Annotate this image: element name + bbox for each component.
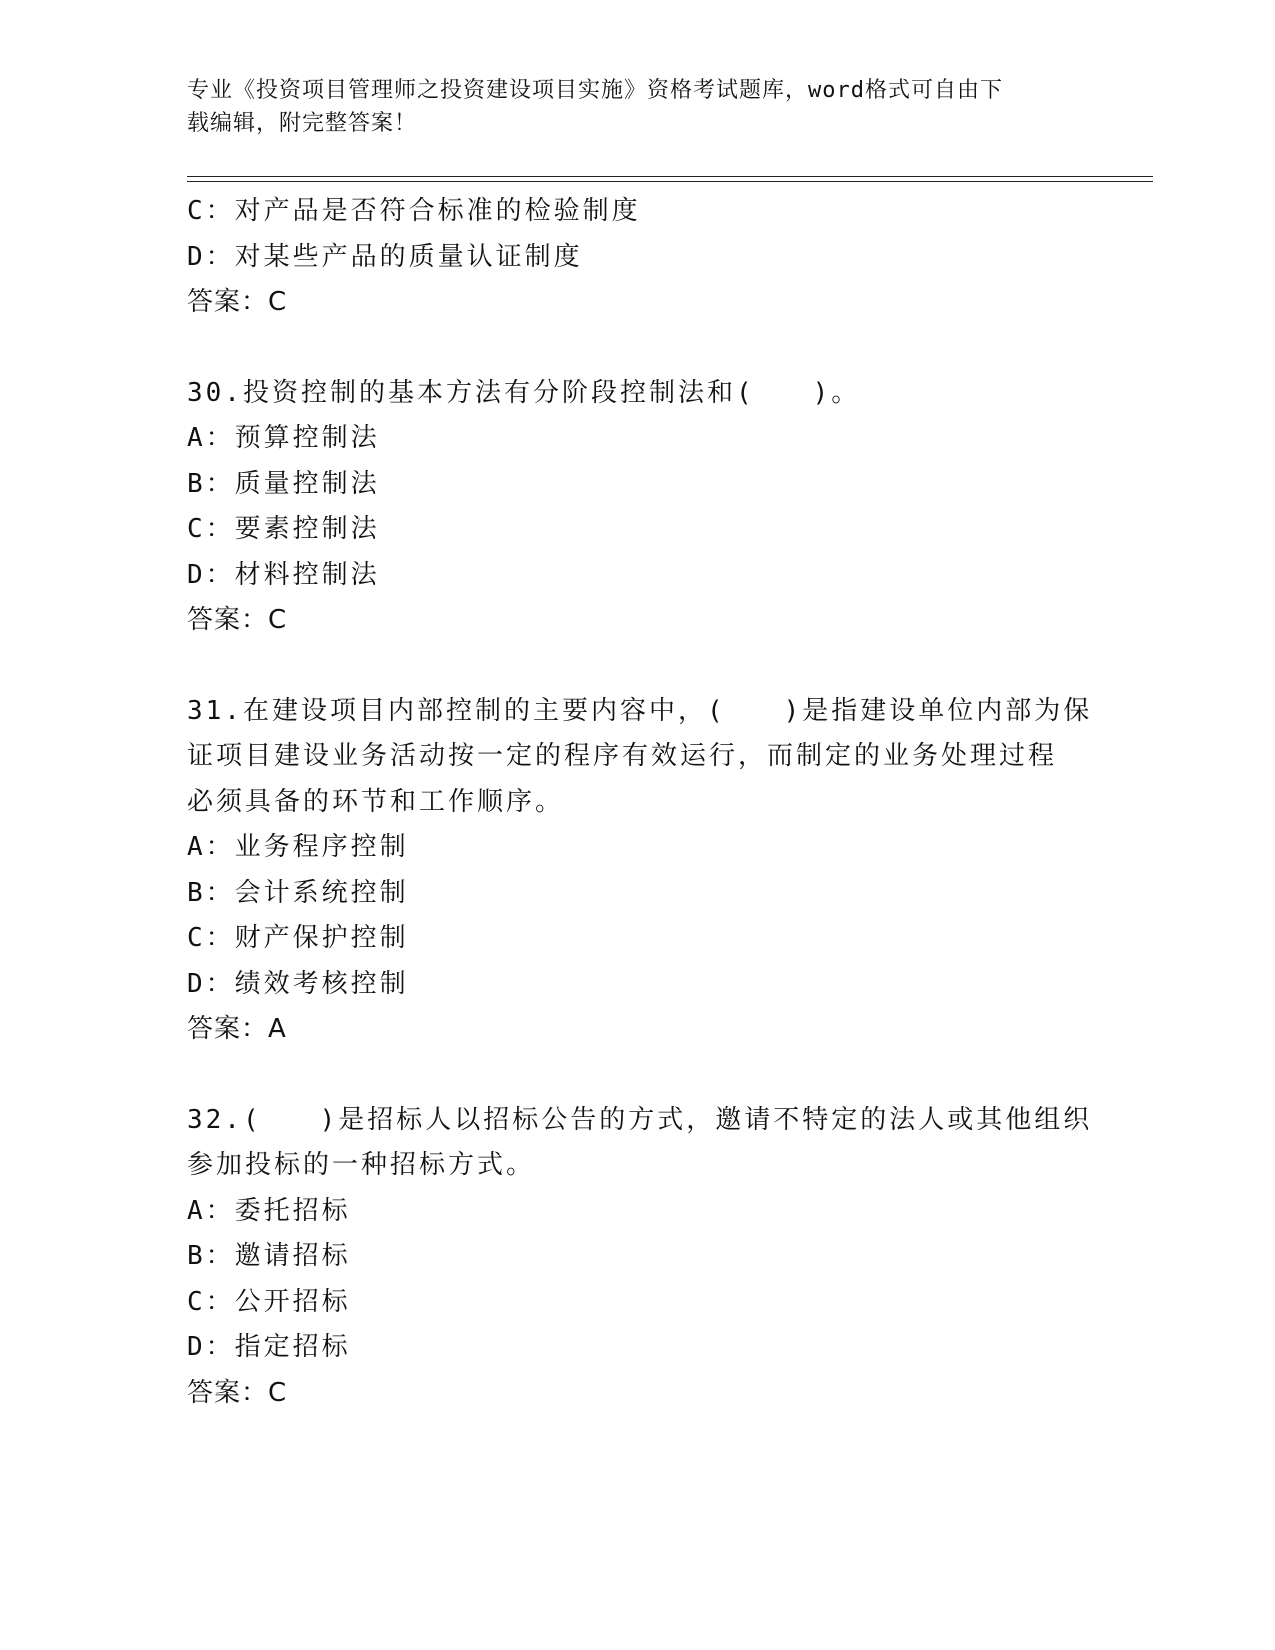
answer-line: 答案：A [187, 1014, 287, 1044]
header-line-1: 专业《投资项目管理师之投资建设项目实施》资格考试题库，word格式可自由下 [187, 78, 1003, 103]
stem-line: 32.( )是招标人以招标公告的方式，邀请不特定的法人或其他组织 [187, 1104, 1093, 1135]
question-30 [187, 371, 1087, 644]
document-header [187, 74, 1067, 140]
option-d: D：绩效考核控制 [187, 968, 409, 999]
question-content [187, 189, 1093, 1416]
question-gap [187, 326, 1087, 371]
option-c: C：财产保护控制 [187, 923, 409, 953]
option-a: A：委托招标 [187, 1195, 351, 1226]
stem-line: 证项目建设业务活动按一定的程序有效运行，而制定的业务处理过程 [187, 741, 1058, 771]
stem-line: 必须具备的环节和工作顺序。 [187, 786, 565, 817]
option-b: B：邀请招标 [187, 1241, 351, 1271]
option-a: A：预算控制法 [187, 423, 380, 453]
question-32 [187, 1098, 1093, 1417]
option-d: D：指定招标 [187, 1332, 351, 1362]
question-29-continued [187, 189, 1087, 326]
question-31 [187, 689, 1093, 1053]
header-rule-top [187, 176, 1153, 177]
question-stem [187, 689, 1093, 826]
question-gap [187, 1053, 1087, 1098]
option-d: D：对某些产品的质量认证制度 [187, 241, 583, 272]
option-b: B：质量控制法 [187, 468, 380, 499]
header-rule-bottom [187, 181, 1153, 182]
option-c: C：公开招标 [187, 1286, 351, 1317]
option-c: C：要素控制法 [187, 514, 380, 544]
answer-line: 答案：C [187, 1377, 288, 1408]
answer-line: 答案：C [187, 605, 288, 635]
option-c: C：对产品是否符合标准的检验制度 [187, 196, 641, 226]
question-stem [187, 1098, 1093, 1189]
question-gap [187, 644, 1087, 689]
answer-line: 答案：C [187, 287, 288, 317]
option-a: A：业务程序控制 [187, 832, 409, 862]
question-stem [187, 371, 1087, 417]
option-d: D：材料控制法 [187, 559, 380, 590]
stem-line: 31.在建设项目内部控制的主要内容中，( )是指建设单位内部为保 [187, 695, 1093, 726]
stem-line: 参加投标的一种招标方式。 [187, 1150, 536, 1180]
header-line-2: 载编辑，附完整答案！ [187, 111, 418, 136]
stem-line: 30.投资控制的基本方法有分阶段控制法和( )。 [187, 377, 861, 408]
option-b: B：会计系统控制 [187, 877, 409, 908]
